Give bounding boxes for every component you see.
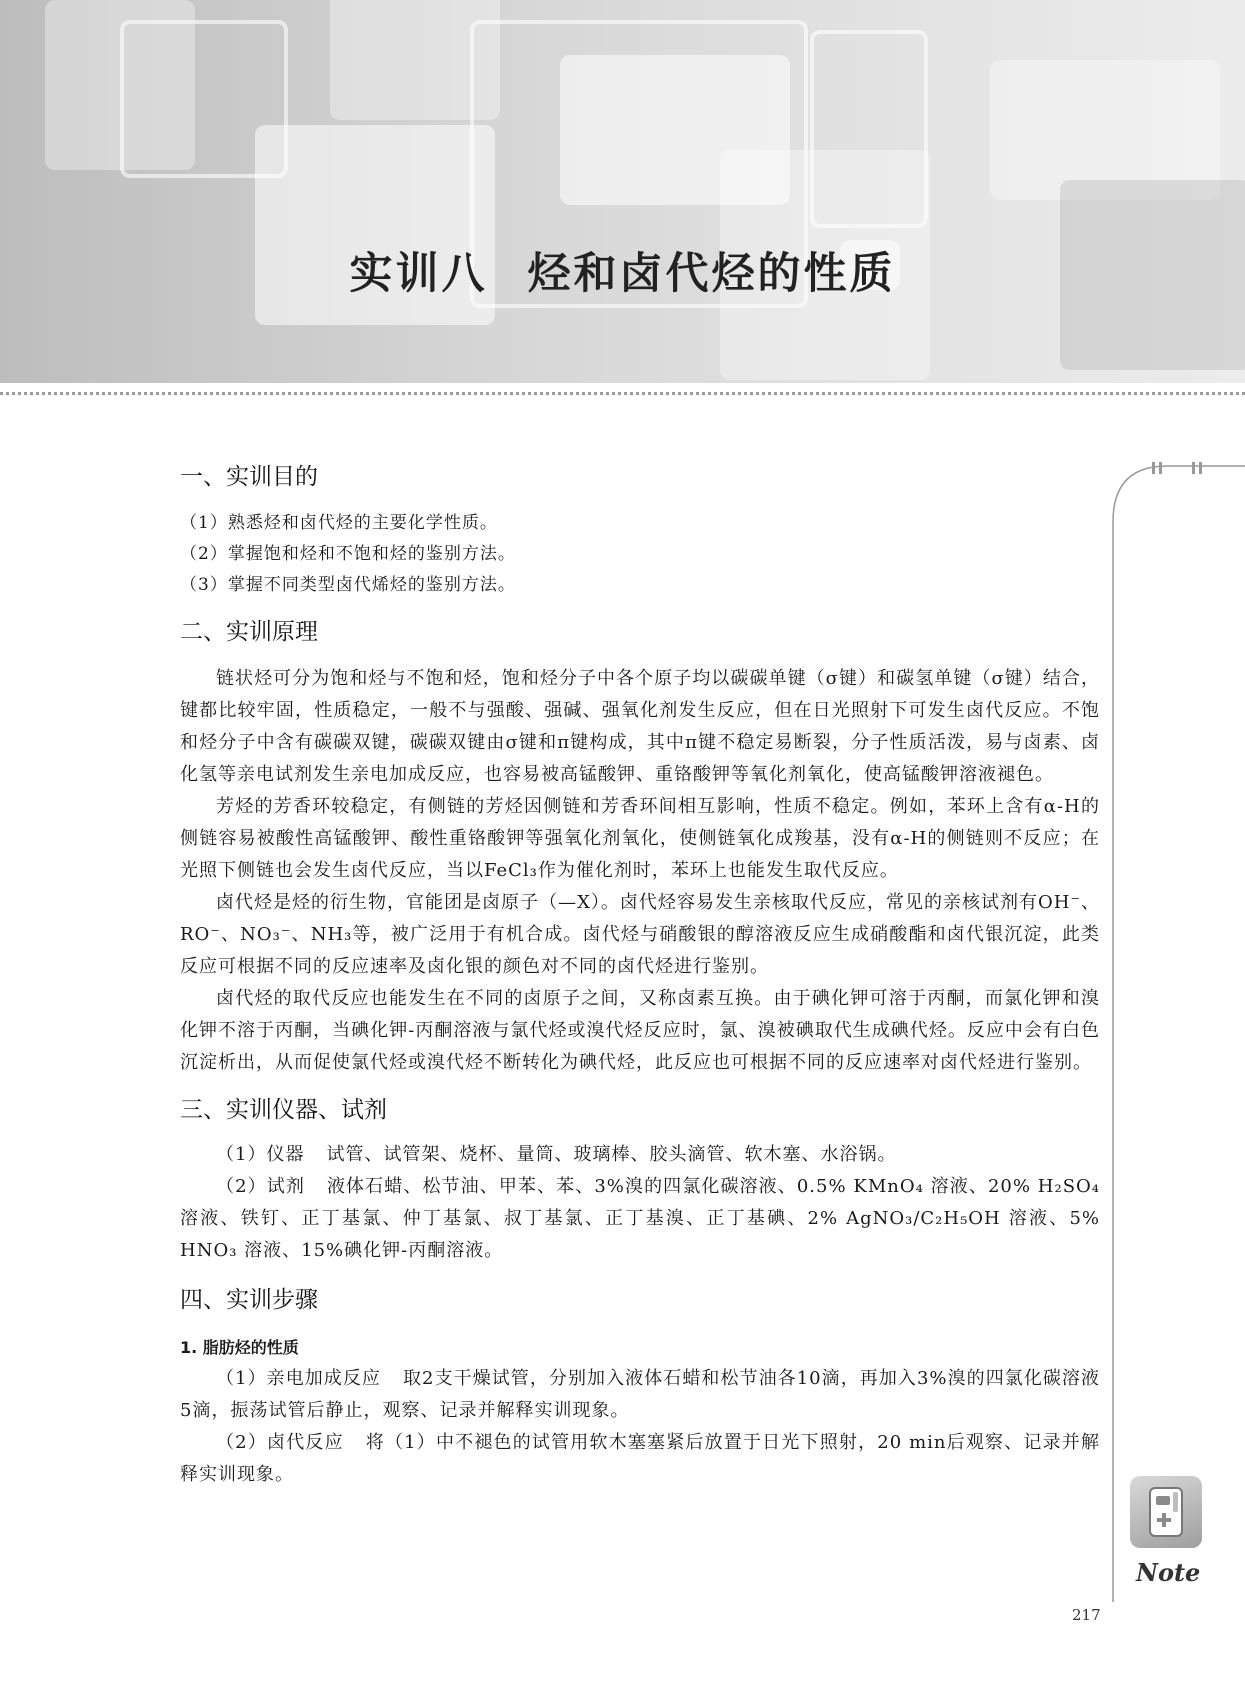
banner-decor-square <box>810 30 928 228</box>
page-number: 217 <box>1072 1606 1101 1624</box>
reagents-label: （2）试剂 <box>216 1176 305 1197</box>
chapter-banner <box>0 0 1245 383</box>
instruments-text: 试管、试管架、烧杯、量筒、玻璃棒、胶头滴管、软木塞、水浴锅。 <box>326 1144 897 1165</box>
banner-decor-square <box>990 60 1220 200</box>
reagents-text: 液体石蜡、松节油、甲苯、苯、3%溴的四氯化碳溶液、0.5% KMnO₄ 溶液、20% H₂SO₄ 溶液、铁钉、正丁基氯、仲丁基氯、叔丁基氯、正丁基溴、正丁基碘、2% AgNO₃/C₂H₅OH 溶液、5% HNO₃ 溶液、15%碘化钾-丙酮溶液。 <box>180 1176 1101 1261</box>
section-heading-objectives: 一、实训目的 <box>180 464 318 490</box>
section-heading-equipment: 三、实训仪器、试剂 <box>180 1097 387 1123</box>
step-2-label: （2）卤代反应 <box>216 1432 344 1453</box>
list-item: （2）掌握饱和烃和不饱和烃的鉴别方法。 <box>180 544 516 564</box>
step-2 <box>180 1427 1100 1491</box>
paragraph: 卤代烃的取代反应也能发生在不同的卤原子之间，又称卤素互换。由于碘化钾可溶于丙酮，而氯化钾和溴化钾不溶于丙酮，当碘化钾-丙酮溶液与氯代烃或溴代烃反应时，氯、溴被碘取代生成碘代烃。反应中会有白色沉淀析出，从而促使氯代烃或溴代烃不断转化为碘代烃，此反应也可根据不同的反应速率对卤代烃进行鉴别。 <box>180 988 1100 1073</box>
instruments-label: （1）仪器 <box>216 1144 305 1165</box>
step-1-label: （1）亲电加成反应 <box>216 1368 381 1389</box>
paragraph: 链状烃可分为饱和烃与不饱和烃，饱和烃分子中各个原子均以碳碳单键（σ键）和碳氢单键（σ键）结合，键都比较牢固，性质稳定，一般不与强酸、强碱、强氧化剂发生反应，但在日光照射下可发生卤代反应。不饱和烃分子中含有碳碳双键，碳碳双键由σ键和π键构成，其中π键不稳定易断裂，分子性质活泼，易与卤素、卤化氢等亲电试剂发生亲电加成反应，也容易被高锰酸钾、重铬酸钾等氧化剂氧化，使高锰酸钾溶液褪色。 <box>180 668 1100 785</box>
list-item: （3）掌握不同类型卤代烯烃的鉴别方法。 <box>180 575 516 595</box>
page-content <box>180 458 1100 1491</box>
step-1 <box>180 1363 1100 1427</box>
step-1-text: 取2支干燥试管，分别加入液体石蜡和松节油各10滴，再加入3%溴的四氯化碳溶液5滴，振荡试管后静止，观察、记录并解释实训现象。 <box>180 1368 1100 1421</box>
chapter-title <box>0 240 1245 301</box>
step-2-text: 将（1）中不褪色的试管用软木塞塞紧后放置于日光下照射，20 min后观察、记录并解释实训现象。 <box>180 1432 1100 1485</box>
note-icon <box>1130 1476 1202 1548</box>
paragraph: 卤代烃是烃的衍生物，官能团是卤原子（—X）。卤代烃容易发生亲核取代反应，常见的亲核试剂有OH⁻、RO⁻、NO₃⁻、NH₃等，被广泛用于有机合成。卤代烃与硝酸银的醇溶液反应生成硝酸酯和卤代银沉淀，此类反应可根据不同的反应速率及卤化银的颜色对不同的卤代烃进行鉴别。 <box>180 892 1100 977</box>
header-divider <box>0 392 1245 395</box>
paragraph: 芳烃的芳香环较稳定，有侧链的芳烃因侧链和芳香环间相互影响，性质不稳定。例如，苯环上含有α-H的侧链容易被酸性高锰酸钾、酸性重铬酸钾等强氧化剂氧化，使侧链氧化成羧基，没有α-H的侧链则不反应；在光照下侧链也会发生卤代反应，当以FeCl₃作为催化剂时，苯环上也能发生取代反应。 <box>180 796 1100 881</box>
note-label: Note <box>1136 1558 1201 1587</box>
chapter-title-text: 烃和卤代烃的性质 <box>527 249 896 299</box>
subheading-aliphatic: 1. 脂肪烃的性质 <box>180 1338 299 1357</box>
reagents-line <box>180 1171 1100 1267</box>
list-item: （1）熟悉烃和卤代烃的主要化学性质。 <box>180 513 498 533</box>
margin-decoration <box>1112 462 1245 1602</box>
instruments-line <box>180 1139 1100 1171</box>
section-heading-principle: 二、实训原理 <box>180 619 318 645</box>
section-heading-procedure: 四、实训步骤 <box>180 1287 318 1313</box>
chapter-label: 实训八 <box>349 249 488 299</box>
